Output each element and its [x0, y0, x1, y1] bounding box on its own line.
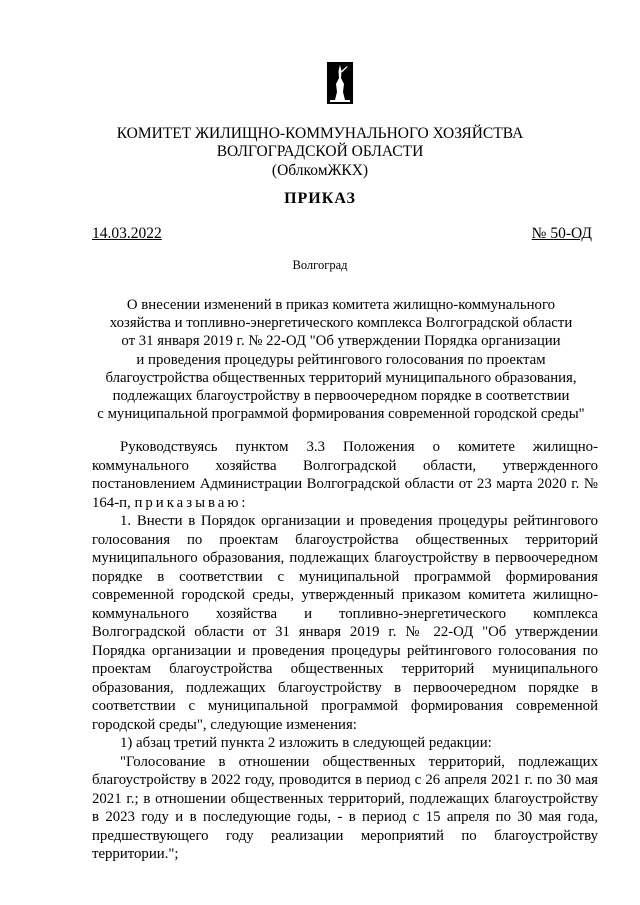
organization-name: КОМИТЕТ ЖИЛИЩНО-КОММУНАЛЬНОГО ХОЗЯЙСТВА [116, 125, 524, 142]
subject-line: с муниципальной программой формирования современной городской среды" [97, 406, 585, 423]
document-date: 14.03.2022 [92, 225, 162, 242]
document-city: Волгоград [292, 258, 348, 272]
document-number: № 50-ОД [531, 225, 592, 242]
subject-line: и проведения процедуры рейтингового голосования по проектам [136, 351, 546, 368]
subject-line: подлежащих благоустройству в первоочередном порядке в соответствии [112, 388, 570, 405]
preamble-text: Руководствуясь пунктом 3.3 Положения о комитете жилищно-коммунального хозяйства Волгоградской области, утвержденного постановлением Администрации Волгоградской области от 23 марта 2020 г. № 164-п, [92, 439, 598, 511]
order-word: приказываю: [134, 494, 249, 511]
subject-line: О внесении изменений в приказ комитета жилищно-коммунального [126, 297, 556, 313]
organization-abbreviation: (ОблкомЖКХ) [271, 162, 369, 179]
document-subject [80, 296, 602, 423]
subject-line: от 31 января 2019 г. № 22-ОД "Об утверждении Порядка организации [121, 333, 561, 350]
body-paragraph-item-1: 1. Внести в Порядок организации и проведения процедуры рейтингового голосования по проектам благоустройства общественных территорий муниципального образования, подлежащих благоустройству в первоочередном порядке в соответствии с муниципальной программой формирования современной городской среды, утвержденный приказом комитета жилищно-коммунального хозяйства и топливно-энергетического комплекса Волгоградской области от 31 января 2019 г. № 22-ОД "Об утверждении Порядка организации и проведения процедуры рейтингового голосования по проектам благоустройства общественных территорий муниципального образования, подлежащих благоустройству в первоочередном порядке в соответствии с муниципальной программой формирования современной городской среды", следующие изменения: [92, 513, 598, 733]
body-paragraph-quote: "Голосование в отношении общественных территорий, подлежащих благоустройству в 2022 году, проводится в период с 26 апреля 2021 г. по 30 мая 2021 г.; в отношении общественных территорий, подлежащих благоустройству в 2023 году и в последующие годы, - в период с 15 апреля по 30 мая года, предшествующего году реализации мероприятий по благоустройству территории."; [92, 753, 598, 862]
document-body [92, 438, 598, 864]
organization-region: ВОЛГОГРАДСКОЙ ОБЛАСТИ [216, 143, 424, 160]
body-paragraph-preamble [92, 438, 598, 512]
subject-line: хозяйства и топливно-энергетического комплекса Волгоградской области [109, 315, 573, 332]
volgograd-emblem-icon [327, 62, 353, 104]
body-paragraph-subitem-1: 1) абзац третий пункта 2 изложить в следующей редакции: [120, 735, 492, 751]
document-type: ПРИКАЗ [284, 190, 356, 207]
subject-line: благоустройства общественных территорий муниципального образования, [105, 369, 577, 386]
